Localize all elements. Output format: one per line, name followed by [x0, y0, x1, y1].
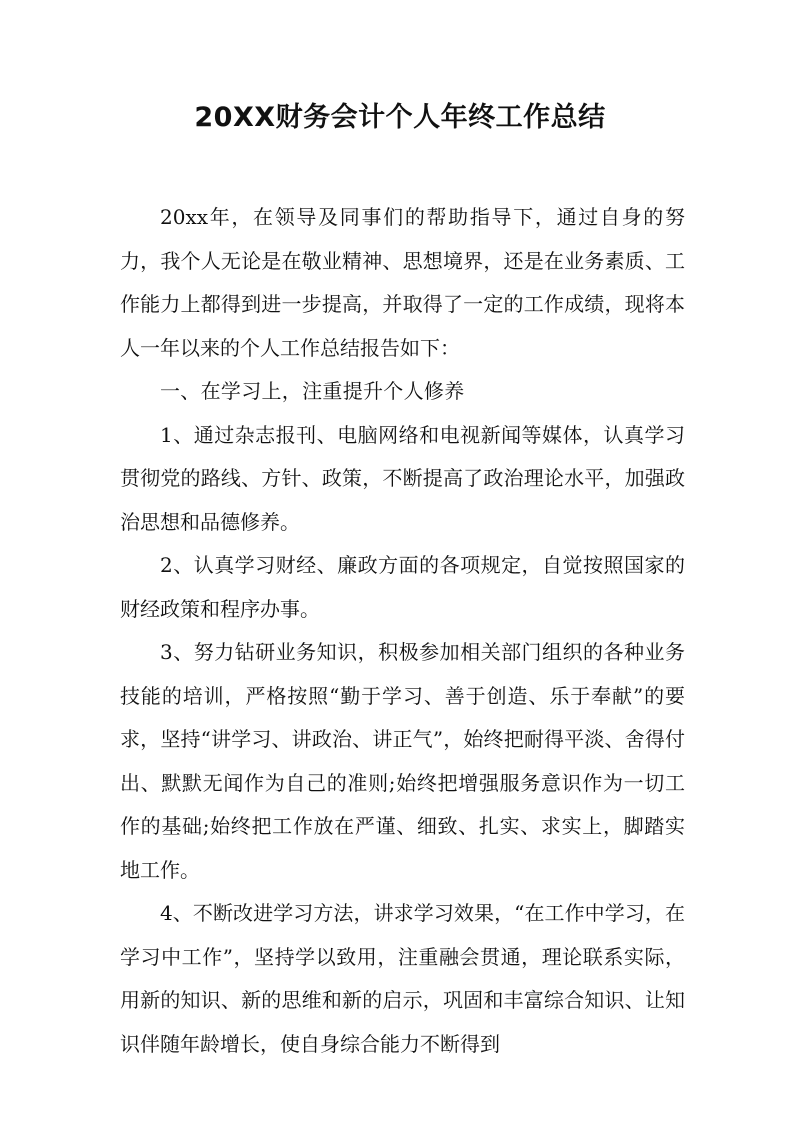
paragraph-intro: 20xx年，在领导及同事们的帮助指导下，通过自身的努力，我个人无论是在敬业精神、思想境界，还是在业务素质、工作能力上都得到进一步提高，并取得了一定的工作成绩，现将本人一年以来的个人工作总结报告如下： — [120, 205, 685, 360]
paragraph-item-3: 3、努力钻研业务知识，积极参加相关部门组织的各种业务技能的培训，严格按照“勤于学习、善于创造、乐于奉献”的要求，坚持“讲学习、讲政治、讲正气”，始终把耐得平淡、舍得付出、默默无闻作为自己的准则;始终把增强服务意识作为一切工作的基础;始终把工作放在严谨、细致、扎实、求实上，脚踏实地工作。 — [120, 640, 685, 882]
section-heading-study: 一、在学习上，注重提升个人修养 — [160, 379, 465, 403]
document-body — [120, 196, 685, 1066]
document-title: 20XX财务会计个人年终工作总结 — [194, 102, 606, 133]
paragraph-item-2: 2、认真学习财经、廉政方面的各项规定，自觉按照国家的财经政策和程序办事。 — [120, 553, 685, 621]
paragraph-item-1: 1、通过杂志报刊、电脑网络和电视新闻等媒体，认真学习贯彻党的路线、方针、政策，不断提高了政治理论水平，加强政治思想和品德修养。 — [120, 422, 685, 534]
paragraph-item-4: 4、不断改进学习方法，讲求学习效果，“在工作中学习，在学习中工作”，坚持学以致用，注重融会贯通，理论联系实际，用新的知识、新的思维和新的启示，巩固和丰富综合知识、让知识伴随年龄增长，使自身综合能力不断得到 — [120, 901, 685, 1056]
